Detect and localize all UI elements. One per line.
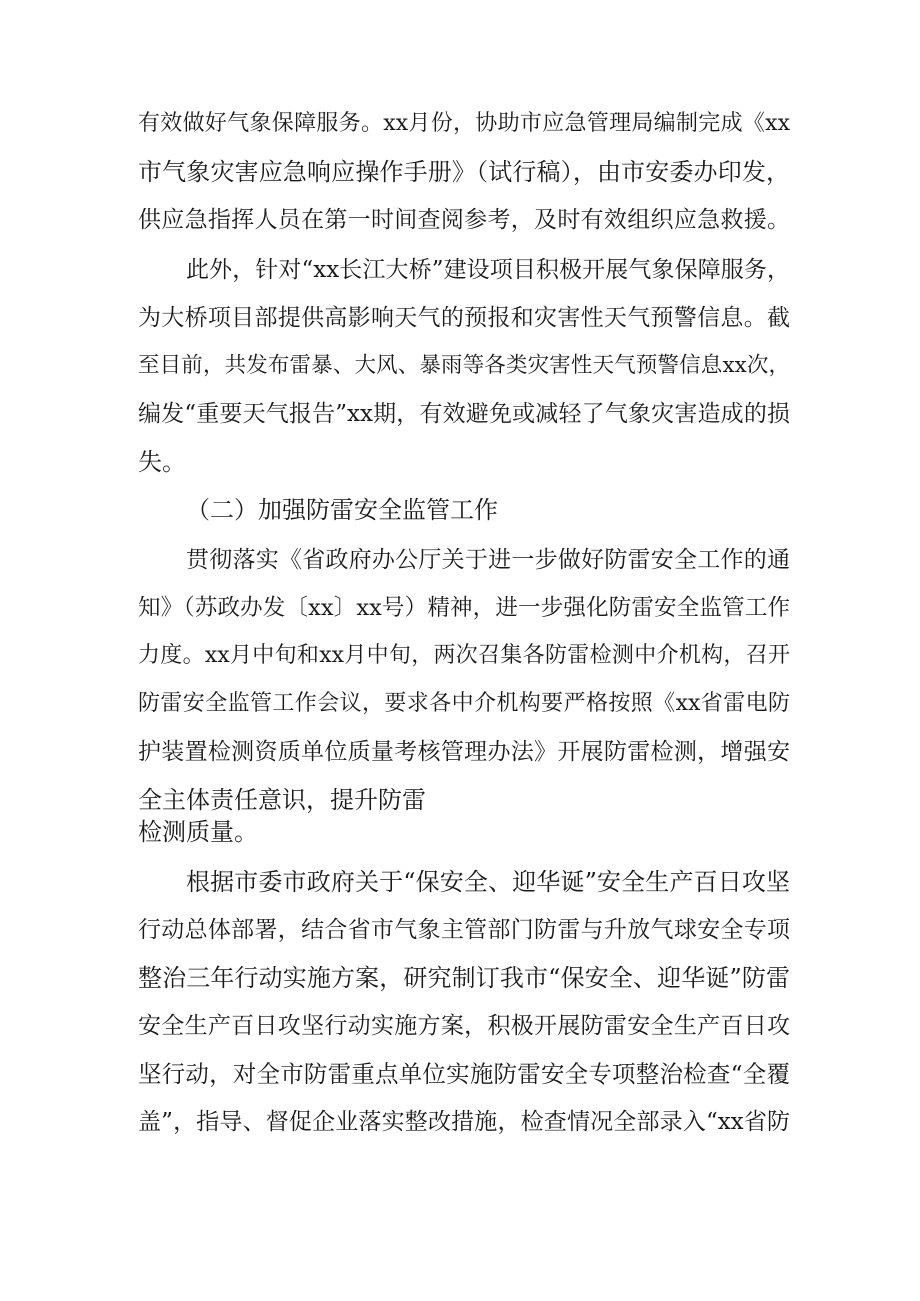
paragraph-4-line-3: 整治三年行动实施方案，研究制订我市“保安全、迎华诞”防雷 bbox=[138, 964, 790, 992]
paragraph-2-line-5: 失。 bbox=[138, 448, 186, 476]
paragraph-3-line-3: 力度。xx月中旬和xx月中旬，两次召集各防雷检测中介机构，召开 bbox=[138, 643, 790, 668]
paragraph-1-line-3: 供应急指挥人员在第一时间查阅参考，及时有效组织应急救援。 bbox=[138, 207, 790, 233]
paragraph-1-line-1: 有效做好气象保障服务。xx月份，协助市应急管理局编制完成《xx bbox=[138, 111, 790, 136]
paragraph-4-line-4: 安全生产百日攻坚行动实施方案，积极开展防雷安全生产百日攻 bbox=[138, 1013, 790, 1039]
paragraph-4-line-1: 根据市委市政府关于“保安全、迎华诞”安全生产百日攻坚 bbox=[186, 868, 790, 896]
paragraph-2-line-1: 此外，针对“xx长江大桥”建设项目积极开展气象保障服务， bbox=[186, 257, 790, 283]
paragraph-4-line-6: 盖”，指导、督促企业落实整改措施，检查情况全部录入“xx省防 bbox=[138, 1109, 790, 1135]
paragraph-2-line-2: 为大桥项目部提供高影响天气的预报和灾害性天气预警信息。截 bbox=[138, 305, 790, 331]
paragraph-2-line-4: 编发“重要天气报告”xx期，有效避免或减轻了气象灾害造成的损 bbox=[138, 401, 790, 427]
paragraph-1-line-2: 市气象灾害应急响应操作手册》（试行稿），由市安委办印发， bbox=[138, 158, 790, 186]
section-heading: （二）加强防雷安全监管工作 bbox=[186, 496, 498, 524]
paragraph-4-line-2: 行动总体部署，结合省市气象主管部门防雷与升放气球安全专项 bbox=[138, 917, 790, 943]
paragraph-3-line-6: 全主体责任意识，提升防雷 bbox=[138, 786, 426, 814]
paragraph-3-line-2: 知》（苏政办发〔xx〕xx号）精神，进一步强化防雷安全监管工作 bbox=[138, 595, 790, 621]
paragraph-3-line-5: 护装置检测资质单位质量考核管理办法》开展防雷检测，增强安 bbox=[138, 739, 790, 765]
paragraph-3-line-1: 贯彻落实《省政府办公厅关于进一步做好防雷安全工作的通 bbox=[186, 547, 790, 573]
paragraph-4-line-5: 坚行动，对全市防雷重点单位实施防雷安全专项整治检查“全覆 bbox=[138, 1060, 790, 1088]
paragraph-2-line-3: 至目前，共发布雷暴、大风、暴雨等各类灾害性天气预警信息xx次， bbox=[138, 353, 790, 378]
paragraph-3-line-7: 检测质量。 bbox=[138, 818, 258, 846]
paragraph-3-line-4: 防雷安全监管工作会议，要求各中介机构要严格按照《xx省雷电防 bbox=[138, 691, 790, 716]
